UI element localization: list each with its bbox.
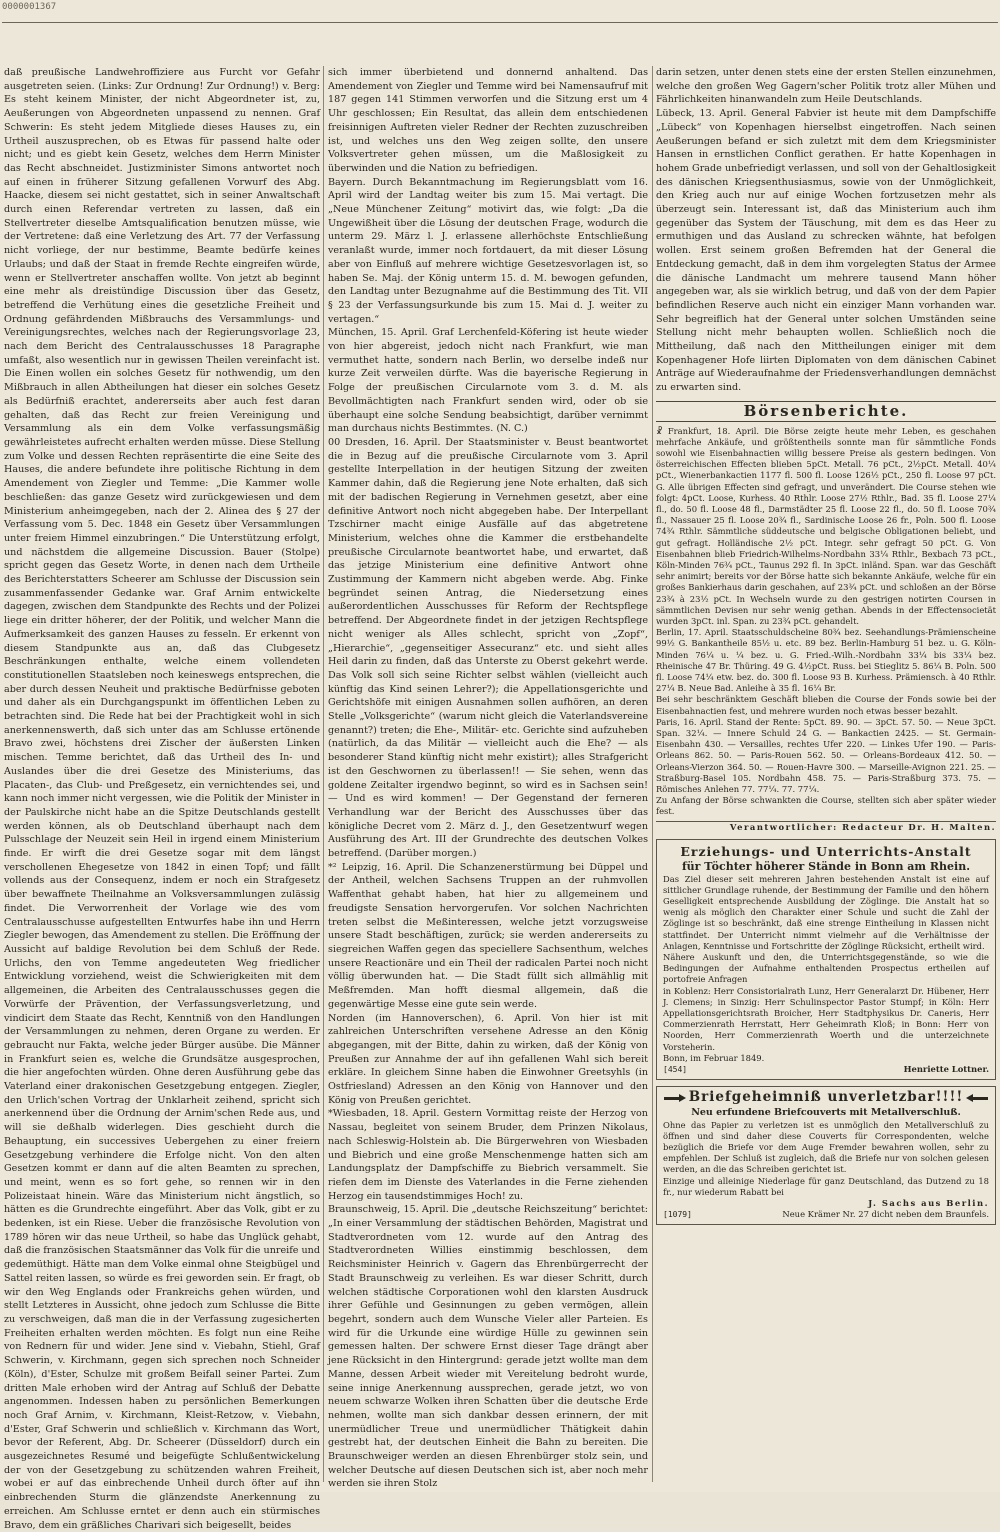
boerse-heading: Börsenberichte. xyxy=(656,401,996,422)
ad-envelope-number: [1079] xyxy=(663,1210,692,1220)
col2-paragraph-leipzig: *² Leipzig, 16. April. Die Schanzenerstürmung bei Düppel und der Antheil, welchen Sachsens Truppen an der ruhmvollen Waffenthat gehabt haben, hat hier zu allgemeinem und freudigste Sensation hervorgerufen. Vor solchen Nachrichten treten selbst die Meßinteressen, welche jetzt vorzugsweise unsere Stadt beschäftigen, zurück; sie werden andererseits zu siegreichen Waffen gegen das speciellere Sachsenthum, welches unsere Reactionäre und ein Theil der radicalen Partei noch nicht völlig überwunden hat. — Die Stadt füllt sich allmählig mit Meßfremden. Man hofft diesmal allgemein, daß die gegenwärtige Messe eine gute sein werde. xyxy=(328,861,648,1010)
advertisement-school xyxy=(656,839,996,1080)
ad-school-number: [454] xyxy=(663,1065,688,1075)
ad-school-text2: Nähere Auskunft und den, die Unterrichtsgegenstände, so wie die Bedingungen der Aufnahme enthaltenden Prospectus ertheilen auf portofreie Anfragen xyxy=(663,952,989,985)
ad-envelope-subtitle: Neu erfundene Briefcouverts mit Metallverschluß. xyxy=(691,1106,961,1118)
top-rule xyxy=(2,22,998,23)
ad-school-references: in Koblenz: Herr Consistorialrath Lunz, Herr Generalarzt Dr. Hübener, Herr J. Clemens; in Sinzig: Herr Schulinspector Pastor Stumpf; in Köln: Herr Appellationsgerichtsrath Broicher, Herr Stadtphysikus Dr. Caneris, Herr Commerzienrath Herrstatt, Herr Geheimrath Kloß; in Bonn: Herr von Noorden, Herr Commerzienrath Woerth und die unterzeichnete Vorsteherin. xyxy=(663,985,989,1052)
col2-paragraph-braunschweig: Braunschweig, 15. April. Die „deutsche Reichszeitung“ berichtet: „In einer Versammlung der städtischen Behörden, Magistrat und Stadtverordneten vom 12. wurde auf den Antrag des Stadtverordneten Willies einstimmig beschlossen, dem Reichsminister Heinrich v. Gagern das Ehrenbürgerrecht der Stadt Braunschweig zu verleihen. Es war dieser Schritt, durch welchen städtische Corporationen wohl den klarsten Ausdruck ihrer Gefühle und Gesinnungen zu geben vermögen, allein begehrt, sondern auch dem Wunsche Vieler aller Parteien. Es wird für die Urkunde eine würdige Hülle zu gewinnen sein gemessen halten. Der schwere Ernst dieser Tage drängt aber jene Rücksicht in den Hintergrund: gerade jetzt wollte man dem Manne, dessen Arbeit wieder mit Vereitelung bedroht wurde, seine innige Anerkennung aussprechen, gerade jetzt, wo von neuem schwarze Wolken ihren Schatten über die deutsche Erde nehmen, wollte man sich dankbar dessen erinnern, der mit unermüdlicher Treue und unermüdlicher Thätigkeit dahin gestrebt hat, der deutschen Einheit die Bahn zu bereiten. Die Braunschweiger werden an diesen Ehrenbürger stolz sein, und welcher Deutsche auf diesen Deutschen sich ist, aber noch mehr werden sie ihren Stolz xyxy=(328,1204,648,1490)
column-divider-1 xyxy=(323,66,324,1482)
ad-school-text: Das Ziel dieser seit mehreren Jahren bestehenden Anstalt ist eine auf sittlicher Grundlage ruhende, der Bestimmung der Familie und den höhern Geselligkeit entsprechende Ausbildung der Zöglinge. Die Anstalt hat so wenig als möglich den Charakter einer Schule und sucht die Zahl der Zöglinge ist so beschränkt, daß eine strenge Eintheilung in Klassen nicht stattfindet. Der Unterricht nimmt vielmehr auf die Verhältnisse der Anlagen, Kenntnisse und Fortschritte der Zöglinge Rücksicht, ertheilt wird. xyxy=(663,873,989,951)
ad-envelope-footer xyxy=(663,1209,989,1220)
column-3 xyxy=(656,66,996,1482)
col1-paragraph: daß preußische Landwehroffiziere aus Furcht vor Gefahr ausgetreten seien. (Links: Zur Ordnung! Zur Ordnung!) v. Berg: Es steht keinem Minister, der nicht Abgeordneter ist, zu, Aeußerungen von Abgeordneten unpassend zu nennen. Graf Schwerin: Es steht jedem Mitgliede dieses Hauses zu, ein Urtheil auszusprechen, ob es Etwas für passend halte oder nicht; und es giebt kein Gesetz, welches dem Herrn Minister das Recht abschneidet. Justizminister Simons antwortet noch auf einen in früherer Sitzung gefallenen Vorwurf des Abg. Haacke, diesem sei nicht gestattet, sich in seiner Anwaltschaft durch einen Referendar vertreten zu lassen, daß ein Stellvertreter dieselbe Amtsqualification benutzen müsse, wie der Vertretene: daß eine Verletzung des Art. 77 der Verfassung nicht vorliege, der nur bestimme, Beamte bedürfe keines Urlaubs; und daß der Staat in fremde Rechte eingreifen würde, wenn er Stellvertreter anschaffen wollte. Von jetzt ab beginnt eine mehr als dreistündige Discussion über das Gesetz, betreffend die Verhütung eines die gesetzliche Freiheit und Ordnung gefährdenden Mißbrauchs des Versammlungs- und Vereinigungsrechtes, welches nach der Regierungsvorlage 23, nach dem Bericht des Centralausschusses 18 Paragraphe umfaßt, also wesentlich nur in gewissen Theilen vereinfacht ist. Die Einen wollen ein solches Gesetz für nothwendig, um den Mißbrauch in allen Abtheilungen hat dieser ein solches Gesetz als Bedürfniß erachtet, andererseits aber auch fest daran gehalten, daß das Recht zur freien Vereinigung und Versammlung als ein dem Volke verfassungsmäßig gewährleistetes aufrecht erhalten werden müsse. Diese Stellung zum Volke und dessen Rechten repräsentirte die eine Seite des Hauses, die andere befundete ihre politische Richtung in dem Amendement von Ziegler und Temme: „Die Kammer wolle beschließen: das ganze Gesetz wird zurückgewiesen und dem Ministerium anheimgegeben, nach der 2. Alinea des § 27 der Verfassung vom 5. Dec. 1848 ein Gesetz über Versammlungen unter freiem Himmel einzubringen.“ Die Unterstützung erfolgt, und nächstdem die allgemeine Discussion. Bauer (Stolpe) spricht gegen das Gesetz Worte, in denen nach dem Urtheile des Berichterstatters Scheerer am Schlusse der Discussion sein zusammenfassender Gedanke war. Graf Arnim entwickelte dagegen, zwischen dem Standpunkte des Rechts und der Polizei liege ein dritter höherer, der der Politik, und welcher Mann die Aufmerksamkeit des ganzen Hauses zu fesseln. Er erkennt von diesem Standpunkte aus an, daß das Clubgesetz Beschränkungen enthalte, welche einem vollendeten constitutionellen Staatsleben noch keineswegs entsprechen, die aber durch dessen Neuheit und praktische Bedürfnisse geboten und daher als ein Durchgangspunkt im öffentlichen Leben zu betrachten sind. Die Rede hat bei der Prachtigkeit wohl in sich anerkennenswerth, daß sich unter das am Schlusse ertönende Bravo zwei, höchstens drei Zischer der äußersten Linken mischen. Temme berichtet, daß das Urtheil des In- und Auslandes über die drei Gesetze des Ministeriums, das Placaten-, das Club- und Preßgesetz, ein vernichtendes sei, und kann noch immer nicht vergessen, wie die Politik der Minister in der Paulskirche nicht habe an die Spitze Deutschlands gestellt werden können, als ob Deutschland überhaupt nach dem Pulsschlage der Neuzeit sein Heil in irgend einem Ministerium finde. Er wirft die drei Gesetze sogar mit dem längst verschollenen Ehegesetze von 1842 in einen Topf; und fällt vollends aus der Consequenz, indem er noch ein Strafgesetz über bewaffnete Theilnahme an Volksversammlungen zulässig findet. Die Verworrenheit der Vorlage wie des vom Centralausschusse aufgestellten Entwurfes habe ihn und Herrn Ziegler bewogen, das Amendement zu stellen. Die Eröffnung der Aussicht auf baldige Revolution bei dem Schluß der Rede. Urlichs, den von Temme angedeuteten Weg friedlicher Entwicklung vorziehend, weist die Schwierigkeiten mit dem allgemeinen, die Arbeiten des Centralausschusses gegen die Vorwürfe der Prävention, der Verfassungsverletzung, und vindicirt dem Staate das Recht, Kenntniß von den Handlungen der Versammlungen zu nehmen, deren Organe zu werden. Er gebraucht nur Fakta, welche jeder Bürger ausübe. Die Männer in Frankfurt seien es, welche die Grundsätze ausgesprochen, die hier angefochten würden. Ohne deren Ausführung gebe das Vaterland einer drakonischen Gesetzgebung entgegen. Ziegler, den Urlich'schen Vortrag der Unklarheit zeihend, spricht sich anerkennend über die Ordnung der Arnim'schen Rede aus, und will sie deßhalb widerlegen. Dies geschieht durch die Behauptung, ein successives Uebergehen zu einer freiern Gesetzgebung verhindere die Erfolge nicht. Von den alten Gesetzen kommt er dann auf die alten Beamten zu sprechen, und meint, wenn es so fort gehe, so rennen wir in den Polizeistaat hinein. Wäre das Ministerium nicht ängstlich, so hätten es die Grundrechte eingeführt. Aber das Volk, gibt er zu bedenken, ist ein Riese. Ueber die französische Revolution von 1789 hören wir das neue Urtheil, so habe das Unglück gehabt, daß die französischen Staatsmänner das Volk für die unreife und gedemüthigt. Hätte man dem Volke einmal ohne Steigbügel und Sattel reiten lassen, so würde es frei geworden sein. Er fragt, ob wir den Weg Englands oder Frankreichs gehen würden, und stellt Letzteres in Aussicht, ohne jedoch zum Schlusse die Bitte zu verschweigen, daß man die in der Verfassung zugesicherten Freiheiten erhalten werden möchten. Es folgt nun eine Reihe von Rednern für und wider. Jene sind v. Viebahn, Stiehl, Graf Schwerin, v. Kirchmann, gegen sich sprechen noch Schneider (Köln), d'Ester, Schulze mit großem Beifall seiner Partei. Zum dritten Male erhoben wird der Antrag auf Schluß der Debatte angenommen. Indessen haben zu persönlichen Bemerkungen noch Graf Arnim, v. Kirchmann, Kleist-Retzow, v. Viebahn, d'Ester, Graf Schwerin und schließlich v. Kirchmann das Wort, bevor der Referent, Abg. Dr. Scheerer (Düsseldorf) durch ein ausgezeichnetes Resumé und beigefügte Schlußentwickelung der von der Gesetzgebung zu schützenden wahren Freiheit, wobei er auf das einbrechende Unheil durch öfter auf ihn einbrechenden Sturm die glänzendste Anerkennung zu erreichen. Am Schlusse erntet er denn auch ein stürmisches Bravo, dem ein gräßliches Charivari sich beigesellt, beides xyxy=(4,67,320,1531)
boerse-berlin: Berlin, 17. April. Staatsschuldscheine 80¾ bez. Seehandlungs-Prämienscheine 99½ G. Bankantheile 85½ u. etc. 89 bez. Berlin-Hamburg 51 bez. u. G. Köln-Minden 76¼ u. ¼ bez. u. G. Fried.-Wilh.-Nordbahn 33¼ bis 33¼ bez. Rheinische 47 Br. Thüring. 49 G. 4½pCt. Russ. bei Stieglitz 5. 86¼ B. Poln. 500 fl. Loose 74¼ etw. bez. do. 300 fl. Loose 93 B. Kurhess. Prämiensch. à 40 Rthlr. 27¼ B. Neue Bad. Anleihe à 35 fl. 16¼ Br. xyxy=(656,627,996,694)
ad-envelope-title: Briefgeheimniß unverletzbar!!!! xyxy=(688,1089,964,1106)
boerse-frankfurt: ☧ Frankfurt, 18. April. Die Börse zeigte heute mehr Leben, es geschahen mehrfache Ankäufe, und größtentheils sonnte man für sämmtliche Fonds sowohl wie Eisenbahnactien willig bessere Preise als gestern bedingen. Von österreichischen Effecten blieben 5pCt. Metall. 76 pCt., 2½pCt. Metall. 40¼ pCt., Wienerbankactien 1177 fl. 500 fl. Loose 126½ pCt., 250 fl. Loose 97 pCt. G. Alle übrigen Effecten sind gefragt, und unverändert. Die Course stehen wie folgt: 4pCt. Loose, Kurhess. 40 Rthlr. Loose 27½ Rthlr., Bad. 35 fl. Loose 27¼ fl., do. 50 fl. Loose 48 fl., Darmstädter 25 fl. Loose 22 fl., do. 50 fl. Loose 70¾ fl., Nassauer 25 fl. Loose 20¾ fl., Sardinische Loose 26 fr., Poln. 500 fl. Loose 74¾ Rthlr. Sämmtliche süddeutsche und belgische Obligationen beliebt, und gut gefragt. Holländische 2½ pCt. Integr. sehr gefragt 50 pCt. G. Von Eisenbahnen blieb Friedrich-Wilhelms-Nordbahn 33¼ Rthlr., Bexbach 73 pCt., Köln-Minden 76¾ pCt., Taunus 292 fl. In 3pCt. inländ. Span. war das Geschäft sehr animirt; bereits vor der Börse hatte sich bekannte Ankäufe, welche für ein großes Bankierhaus darin geschahen, auf 23¾ pCt. und schloßen an der Börse 23¾ à 23½ pCt. In Wechseln wurde zu den gestrigen notirten Coursen in sämmtlichen Devisen nur sehr wenig gethan. Abends in der Effectensocietät wurden 3pCt. inl. Span. zu 23¾ pCt. gehandelt. xyxy=(656,425,996,627)
column-2 xyxy=(328,66,648,1490)
responsible-editor: Verantwortlicher: Redacteur Dr. H. Malten. xyxy=(656,821,996,833)
ad-school-date: Bonn, im Februar 1849. xyxy=(663,1052,765,1063)
ad-school-title: Erziehungs- und Unterrichts-Anstalt xyxy=(680,843,972,859)
boerse-berlin-note: Bei sehr beschränktem Geschäft blieben die Course der Fonds sowie bei der Eisenbahnactien fest, und mehrere wurden noch etwas besser bezahlt. xyxy=(656,694,996,716)
col2-paragraph-bayern: Bayern. Durch Bekanntmachung im Regierungsblatt vom 16. April wird der Landtag weiter bis zum 15. Mai vertagt. Die „Neue Münchener Zeitung“ motivirt das, wie folgt: „Da die Ungewißheit über die Lösung der deutschen Frage, wodurch die unterm 29. März l. J. erlassene allerhöchste Entschließung veranlaßt wurde, immer noch fortdauert, da mit dieser Lösung aber von Einfluß auf mehrere wichtige Gesetzesvorlagen ist, so haben Se. Maj. der König unterm 15. d. M. bewogen gefunden, den Landtag unter Bezugnahme auf die Bestimmung des Tit. VII § 23 der Verfassungsurkunde bis zum 15. Mai d. J. weiter zu vertagen.“ xyxy=(328,176,648,325)
pointing-hand-icon xyxy=(966,1093,988,1104)
advertisement-envelopes xyxy=(656,1086,996,1225)
boerse-paris: Paris, 16. April. Stand der Rente: 5pCt. 89. 90. — 3pCt. 57. 50. — Neue 3pCt. Span. 32¼. — Innere Schuld 24 G. — Bankactien 2425. — St. Germain-Eisenbahn 430. — Versailles, rechtes Ufer 220. — Linkes Ufer 190. — Paris-Orleans 862. 50. — Paris-Rouen 562. 50. — Orleans-Bordeaux 412. 50. — Orleans-Vierzon 364. 50. — Rouen-Havre 300. — Marseille-Avignon 221. 25. — Straßburg-Basel 105. Nordbahn 458. 75. — Paris-Straßburg 373. 75. — Römisches Anlehen 77. 77¼. 77. 77¼. xyxy=(656,716,996,795)
col2-paragraph-wiesbaden: *Wiesbaden, 18. April. Gestern Vormittag reiste der Herzog von Nassau, begleitet von seinem Bruder, dem Prinzen Nikolaus, nach Schleswig-Holstein ab. Die Bürgerwehren von Wiesbaden und Biebrich und eine große Menschenmenge hatten sich am Landungsplatz der Dampfschiffe zu Biebrich versammelt. Sie riefen dem im Dienste des Vaterlandes in die Ferne ziehenden Herzog ein tausendstimmiges Hoch! zu. xyxy=(328,1108,648,1202)
ad-school-signature: Henriette Lottner. xyxy=(903,1064,989,1075)
ad-envelope-text: Ohne das Papier zu verletzen ist es unmöglich den Metallverschluß zu öffnen und sind daher diese Couverts für Correspondenten, welche bezüglich die Briefe vor dem Auge Fremder bewahren wollen, sehr zu empfehlen. Der Schluß ist zugleich, daß die Briefe nur von solchen gelesen werden, an die das Schreiben gerichtet ist. xyxy=(663,1119,989,1175)
ad-envelope-address: Neue Krämer Nr. 27 dicht neben dem Braunfels. xyxy=(782,1209,989,1220)
boerse-paris-note: Zu Anfang der Börse schwankten die Course, stellten sich aber später wieder fest. xyxy=(656,795,996,817)
col2-paragraph-1: sich immer überbietend und donnernd anhaltend. Das Amendement von Ziegler und Temme wird bei Namensaufruf mit 187 gegen 141 Stimmen verworfen und die Sitzung erst um 4 Uhr geschlossen; Ein Resultat, das allein dem entschiedenen freisinnigen Auftreten vieler Redner der Rechten zuzuschreiben ist, und welches uns den Weg zeigen sollte, den unsere Volksvertreter gehen müssen, um die Maßlosigkeit zu überwinden und die Nation zu befriedigen. xyxy=(328,67,648,174)
ad-envelope-title-row xyxy=(663,1091,989,1106)
ad-envelope-text2: Einzige und alleinige Niederlage für ganz Deutschland, das Dutzend zu 18 fr., nur wiederum Rabatt bei xyxy=(663,1175,989,1197)
col2-paragraph-norden: Norden (im Hannoverschen), 6. April. Von hier ist mit zahlreichen Unterschriften versehene Adresse an den König abgegangen, mit der Bitte, dahin zu wirken, daß der König von Preußen zur Annahme der auf ihn gefallenen Wahl sich bereit erkläre. In gleichem Sinne haben die Einwohner Greetsyhls (in Ostfriesland) Adressen an den König von Hannover und den König von Preußen gerichtet. xyxy=(328,1012,648,1106)
column-1 xyxy=(4,66,320,1531)
pointing-hand-icon xyxy=(664,1093,686,1104)
col3-paragraph-1: darin setzen, unter denen stets eine der ersten Stellen einzunehmen, welche den großen Weg Gagern'scher Politik trotz aller Mühen und Fährlichkeiten hinanwandeln zum Heile Deutschlands. xyxy=(656,67,996,106)
ad-school-footer xyxy=(663,1064,989,1075)
col2-paragraph-muenchen: München, 15. April. Graf Lerchenfeld-Köfering ist heute wieder von hier abgereist, jedoch nicht nach Frankfurt, wie man vermuthet hatte, sondern nach Berlin, wo derselbe indeß nur kurze Zeit verweilen dürfte. Was die bayerische Regierung in Folge der preußischen Circularnote vom 3. d. M. als Bevollmächtigten nach Frankfurt senden wird, oder ob sie überhaupt eine solche Sendung beabsichtigt, darüber vernimmt man durchaus nichts Bestimmtes. (N. C.) xyxy=(328,327,648,435)
ad-envelope-signature: J. Sachs aus Berlin. xyxy=(868,1198,989,1209)
column-divider-2 xyxy=(652,66,653,1482)
archive-id: 0000001367 xyxy=(2,2,57,12)
col3-paragraph-luebeck: Lübeck, 13. April. General Fabvier ist heute mit dem Dampfschiffe „Lübeck“ von Kopenhagen hierselbst eingetroffen. Nach seinen Aeußerungen befand er sich zuletzt mit dem dem Kriegsminister Hansen in ernstlichen Conflict gerathen. Er hatte Kopenhagen in hohem Grade unbefriedigt verlassen, und soll von der Gehaltlosigkeit des dänischen Kriegsenthusiasmus, sowie von der Unmöglichkeit, den Krieg auch nur auf einige Wochen fortzusetzen mehr als überzeugt sein. Interessant ist, daß das Ministerium auch ihm gegenüber das System der Täuschung, mit dem es das Heer zu ermuthigen und das Ausland zu schrecken wähnte, hat befolgen wollen. Erst seinem großen Befremden hat der General die Entdeckung gemacht, daß in dem ihm vorgelegten Status der Armee die dänische Landmacht um mehrere tausend Mann höher angegeben war, als sie wirklich betrug, und daß von der dem Papier befindlichen Reserve auch nicht ein einziger Mann vorhanden war. Sehr begreiflich hat der General unter solchen Umständen seine Stellung nicht mehr behaupten wollen. Schließlich noch die Mittheilung, daß nach den Mittheilungen einiger mit dem Kopenhagener Hofe liirten Diplomaten von dem dänischen Cabinet Anträge auf Wiederaufnahme der Friedensverhandlungen demnächst zu erwarten sind. xyxy=(656,108,996,394)
col2-paragraph-dresden: 00 Dresden, 16. April. Der Staatsminister v. Beust beantwortet die in Bezug auf die preußische Circularnote vom 3. April gestellte Interpellation in der heutigen Sitzung der zweiten Kammer dahin, daß die Regierung jene Note erhalten, daß sich mit der badischen Regierung in Vernehmen gesetzt, aber eine definitive Antwort noch nicht abgegeben habe. Der Interpellant Tzschirner macht einige Ausfälle auf das abgetretene Ministerium, welches ohne die Kammer die erstbehandelte preußische Circularnote beantwortet habe, und erwartet, daß das jetzige Ministerium eine definitive Antwort ohne Zustimmung der Kammern nicht abgeben werde. Abg. Finke begründet seinen Antrag, die Niedersetzung eines außerordentlichen Ausschusses für Reform der Rechtspflege betreffend. Der Abgeordnete findet in der jetzigen Rechtspflege nicht weniger als Alles schlecht, spricht von „Zopf“, „Hierarchie“, „gegenseitiger Assecuranz“ etc. und sieht alles Heil darin zu finden, daß das Unterste zu Oberst gekehrt werde. Das Volk soll sich seine Richter selbst wählen (vielleicht auch künftig das Kind seinen Lehrer?); die Appellationsgerichte und Gerichtshöfe mit einigen Ausnahmen sollen aufhören, an deren Stelle „Volksgerichte“ (warum nicht gleich die Vaterlandsvereine genannt?) treten; die Ehe-, Militär- etc. Gerichte sind aufzuheben (natürlich, da das Militär — vielleicht auch die Ehe? — als besonderer Stand künftig nicht mehr existirt); alles Strafgericht ist den Geschwornen zu überlassen!! — Sie sehen, wenn das goldene Zeitalter irgendwo beginnt, so wird es in Sachsen sein! — Und es wird kommen! — Der Gegenstand der ferneren Verhandlung war der Bericht des Ausschusses über das königliche Decret vom 2. März d. J., den Gesetzentwurf wegen Ausführung des Art. III der Grundrechte des deutschen Volkes betreffend. (Darüber morgen.) xyxy=(328,436,648,860)
ad-school-subtitle: für Töchter höherer Stände in Bonn am Rhein. xyxy=(681,859,971,873)
